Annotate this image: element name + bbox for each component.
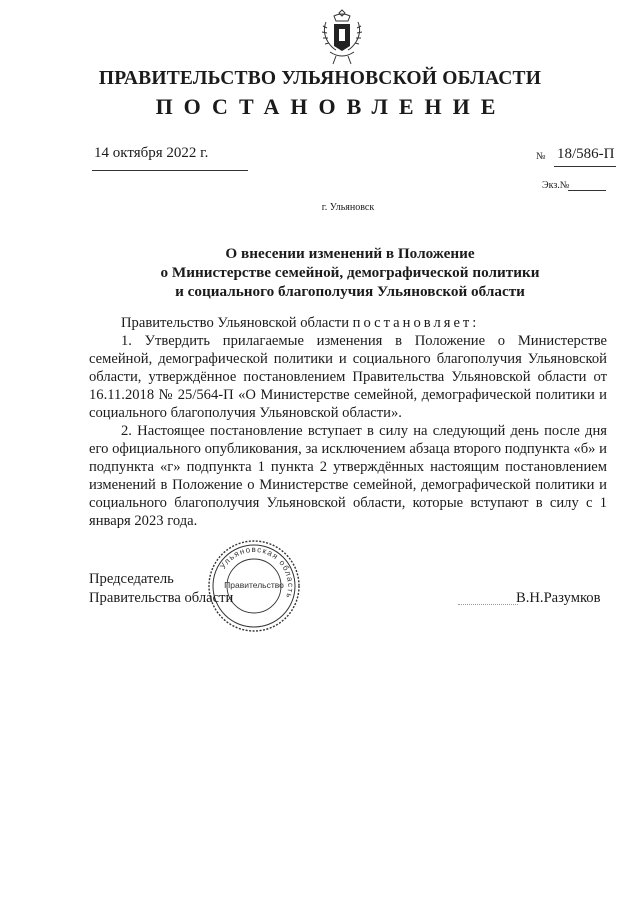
number-sign: № (536, 151, 546, 162)
signature-line (458, 604, 518, 605)
document-type-title: ПОСТАНОВЛЕНИЕ (155, 94, 507, 119)
subject-line: и социального благополучия Ульяновской области (175, 283, 525, 300)
paragraph-2: 2. Настоящее постановление вступает в силу на следующий день после дня его официального опубликования, за исключением абзаца второго подпункта «б» и подпункта «г» подпункта 1 пункта 2 утверждённых настоящим постановлением изменений в Положение о Министерстве семейной, демографической политики и социального благополучия Ульяновской области, которые вступают в силу с 1 января 2023 года. (89, 423, 607, 529)
seal-ring-text: Ульяновская область (218, 544, 296, 601)
government-title: ПРАВИТЕЛЬСТВО УЛЬЯНОВСКОЙ ОБЛАСТИ (98, 68, 542, 89)
city-label: г. Ульяновск (321, 202, 375, 213)
subject-line: о Министерстве семейной, демографической политики (160, 264, 540, 281)
decree-body (89, 314, 607, 530)
signer-title (89, 570, 233, 608)
signer-title-line: Председатель (89, 571, 174, 587)
lead-text: Правительство Ульяновской области (121, 315, 353, 331)
decree-number: 18/586-П (557, 146, 615, 162)
lead-verb: постановляет: (352, 315, 480, 331)
decree-subject (120, 244, 580, 301)
copy-number-label: Экз.№ (542, 180, 570, 191)
signer-name: В.Н.Разумков (516, 590, 601, 606)
paragraph-1: 1. Утвердить прилагаемые изменения в Положение о Министерстве семейной, демографической политики и социального благополучия Ульяновской области, утверждённое постановлением Правительства Ульяновской области от 16.11.2018 № 25/564-П «О Министерстве семейной, демографической политики и социального благополучия Ульяновской области». (89, 333, 607, 421)
seal-center-text: Правительство (224, 580, 284, 590)
lead-paragraph (89, 314, 607, 332)
number-underline (554, 166, 616, 167)
subject-line: О внесении изменений в Положение (225, 245, 475, 262)
signer-title-line: Правительства области (89, 590, 234, 606)
coat-of-arms-emblem (320, 8, 364, 66)
date-underline (92, 170, 248, 171)
copy-number-underline (568, 190, 606, 191)
decree-date: 14 октября 2022 г. (94, 145, 209, 161)
